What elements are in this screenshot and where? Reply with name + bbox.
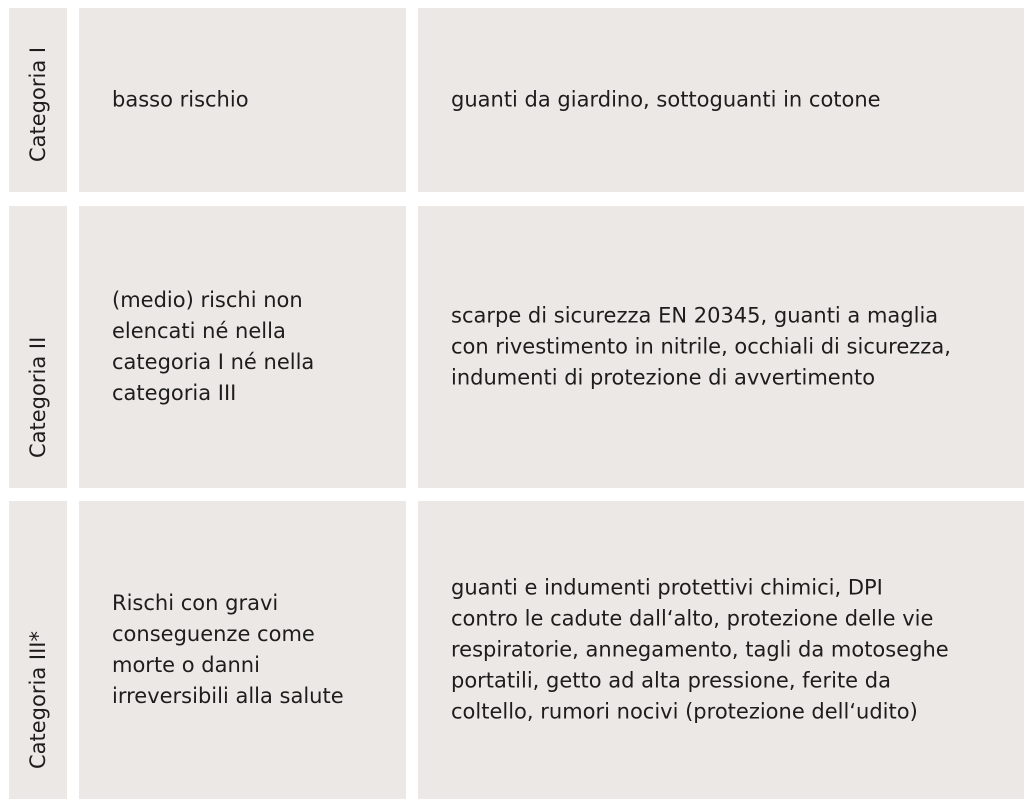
example-line: indumenti di protezione di avvertimento bbox=[451, 365, 876, 390]
examples-cell bbox=[418, 8, 1024, 192]
category-label: Categoria I bbox=[26, 46, 50, 162]
risk-line: elencati né nella bbox=[112, 319, 286, 343]
risk-line: basso rischio bbox=[112, 87, 249, 112]
risk-line: irreversibili alla salute bbox=[112, 684, 344, 708]
risk-cell bbox=[79, 501, 406, 799]
risk-line: categoria I né nella bbox=[112, 350, 315, 374]
examples-description bbox=[451, 85, 1004, 116]
examples-cell bbox=[418, 501, 1024, 799]
risk-cell bbox=[79, 8, 406, 192]
example-line: scarpe di sicurezza EN 20345, guanti a maglia bbox=[451, 303, 939, 328]
risk-description bbox=[112, 588, 386, 712]
category-cell bbox=[9, 206, 67, 488]
examples-description bbox=[451, 301, 1004, 394]
example-line: guanti da giardino, sottoguanti in cotone bbox=[451, 87, 881, 112]
example-line: guanti e indumenti protettivi chimici, DPI bbox=[451, 575, 883, 600]
risk-cell bbox=[79, 206, 406, 488]
risk-description bbox=[112, 85, 386, 116]
risk-line: conseguenze come bbox=[112, 622, 315, 646]
example-line: con rivestimento in nitrile, occhiali di sicurezza, bbox=[451, 334, 951, 359]
risk-line: Rischi con gravi bbox=[112, 591, 279, 615]
example-line: respiratorie, annegamento, tagli da motoseghe bbox=[451, 637, 949, 662]
risk-line: morte o danni bbox=[112, 653, 260, 677]
category-label: Categoria III* bbox=[26, 631, 50, 769]
example-line: portatili, getto ad alta pressione, ferite da bbox=[451, 668, 891, 693]
examples-description bbox=[451, 573, 1004, 728]
risk-line: (medio) rischi non bbox=[112, 288, 303, 312]
risk-description bbox=[112, 285, 386, 409]
examples-cell bbox=[418, 206, 1024, 488]
category-label: Categoria II bbox=[26, 336, 50, 458]
example-line: coltello, rumori nocivi (protezione dell‘udito) bbox=[451, 699, 918, 724]
risk-line: categoria III bbox=[112, 381, 237, 405]
example-line: contro le cadute dall‘alto, protezione delle vie bbox=[451, 606, 934, 631]
category-cell bbox=[9, 501, 67, 799]
category-cell bbox=[9, 8, 67, 192]
